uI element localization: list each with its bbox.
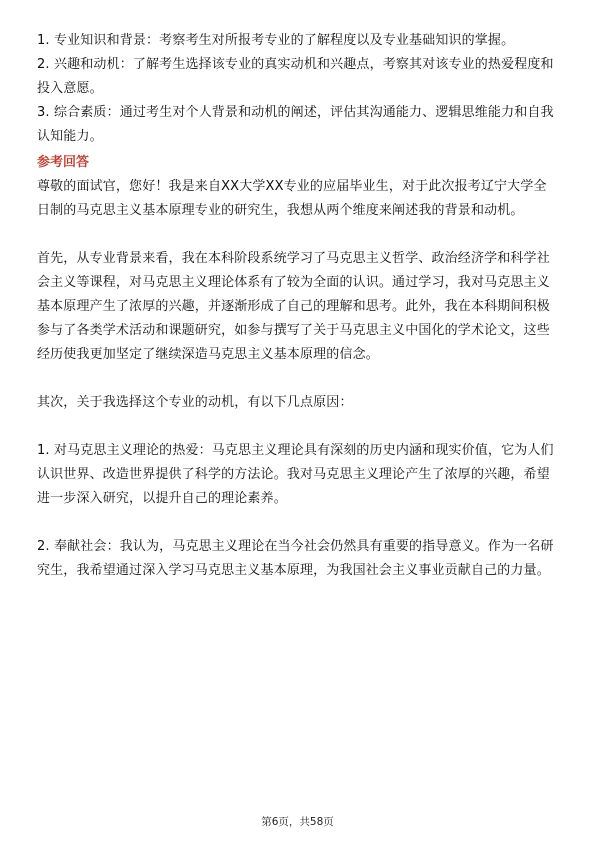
paragraph-gap (37, 367, 559, 391)
criterion-2: 2. 兴趣和动机：了解考生选择该专业的真实动机和兴趣点，考察其对该专业的热爱程度和投入意愿。 (37, 57, 554, 96)
paragraph-reason-1: 1. 对马克思主义理论的热爱：马克思主义理论具有深刻的历史内涵和现实价值，它为人们认识世界、改造世界提供了科学的方法论。我对马克思主义理论产生了浓厚的兴趣，希望进一步深入研究，以提升自己的理论素养。 (37, 443, 554, 506)
paragraph-gap (37, 415, 559, 439)
page-content (37, 29, 559, 583)
paragraph-reason-2: 2. 奉献社会：我认为，马克思主义理论在当今社会仍然具有重要的指导意义。作为一名研究生，我希望通过深入学习马克思主义基本原理，为我国社会主义事业贡献自己的力量。 (37, 539, 554, 578)
paragraph-gap (37, 511, 559, 535)
page-number: 第6页，共58页 (261, 816, 334, 828)
paragraph-motivation-intro: 其次，关于我选择这个专业的动机，有以下几点原因： (37, 395, 353, 410)
criterion-3: 3. 综合素质：通过考生对个人背景和动机的阐述，评估其沟通能力、逻辑思维能力和自我认知能力。 (37, 105, 554, 144)
criterion-1: 1. 专业知识和背景：考察考生对所报考专业的了解程度以及专业基础知识的掌握。 (37, 33, 515, 48)
paragraph-intro: 尊敬的面试官，您好！我是来自XX大学XX专业的应届毕业生，对于此次报考辽宁大学全日制的马克思主义基本原理专业的研究生，我想从两个维度来阐述我的背景和动机。 (37, 179, 547, 218)
answer-heading: 参考回答 (37, 155, 90, 170)
paragraph-background: 首先，从专业背景来看，我在本科阶段系统学习了马克思主义哲学、政治经济学和科学社会主义等课程，对马克思主义理论体系有了较为全面的认识。通过学习，我对马克思主义基本原理产生了浓厚的兴趣，并逐渐形成了自己的理解和思考。此外，我在本科期间积极参与了各类学术活动和课题研究，如参与撰写了关于马克思主义中国化的学术论文，这些经历使我更加坚定了继续深造马克思主义基本原理的信念。 (37, 251, 550, 362)
paragraph-gap (37, 223, 559, 247)
